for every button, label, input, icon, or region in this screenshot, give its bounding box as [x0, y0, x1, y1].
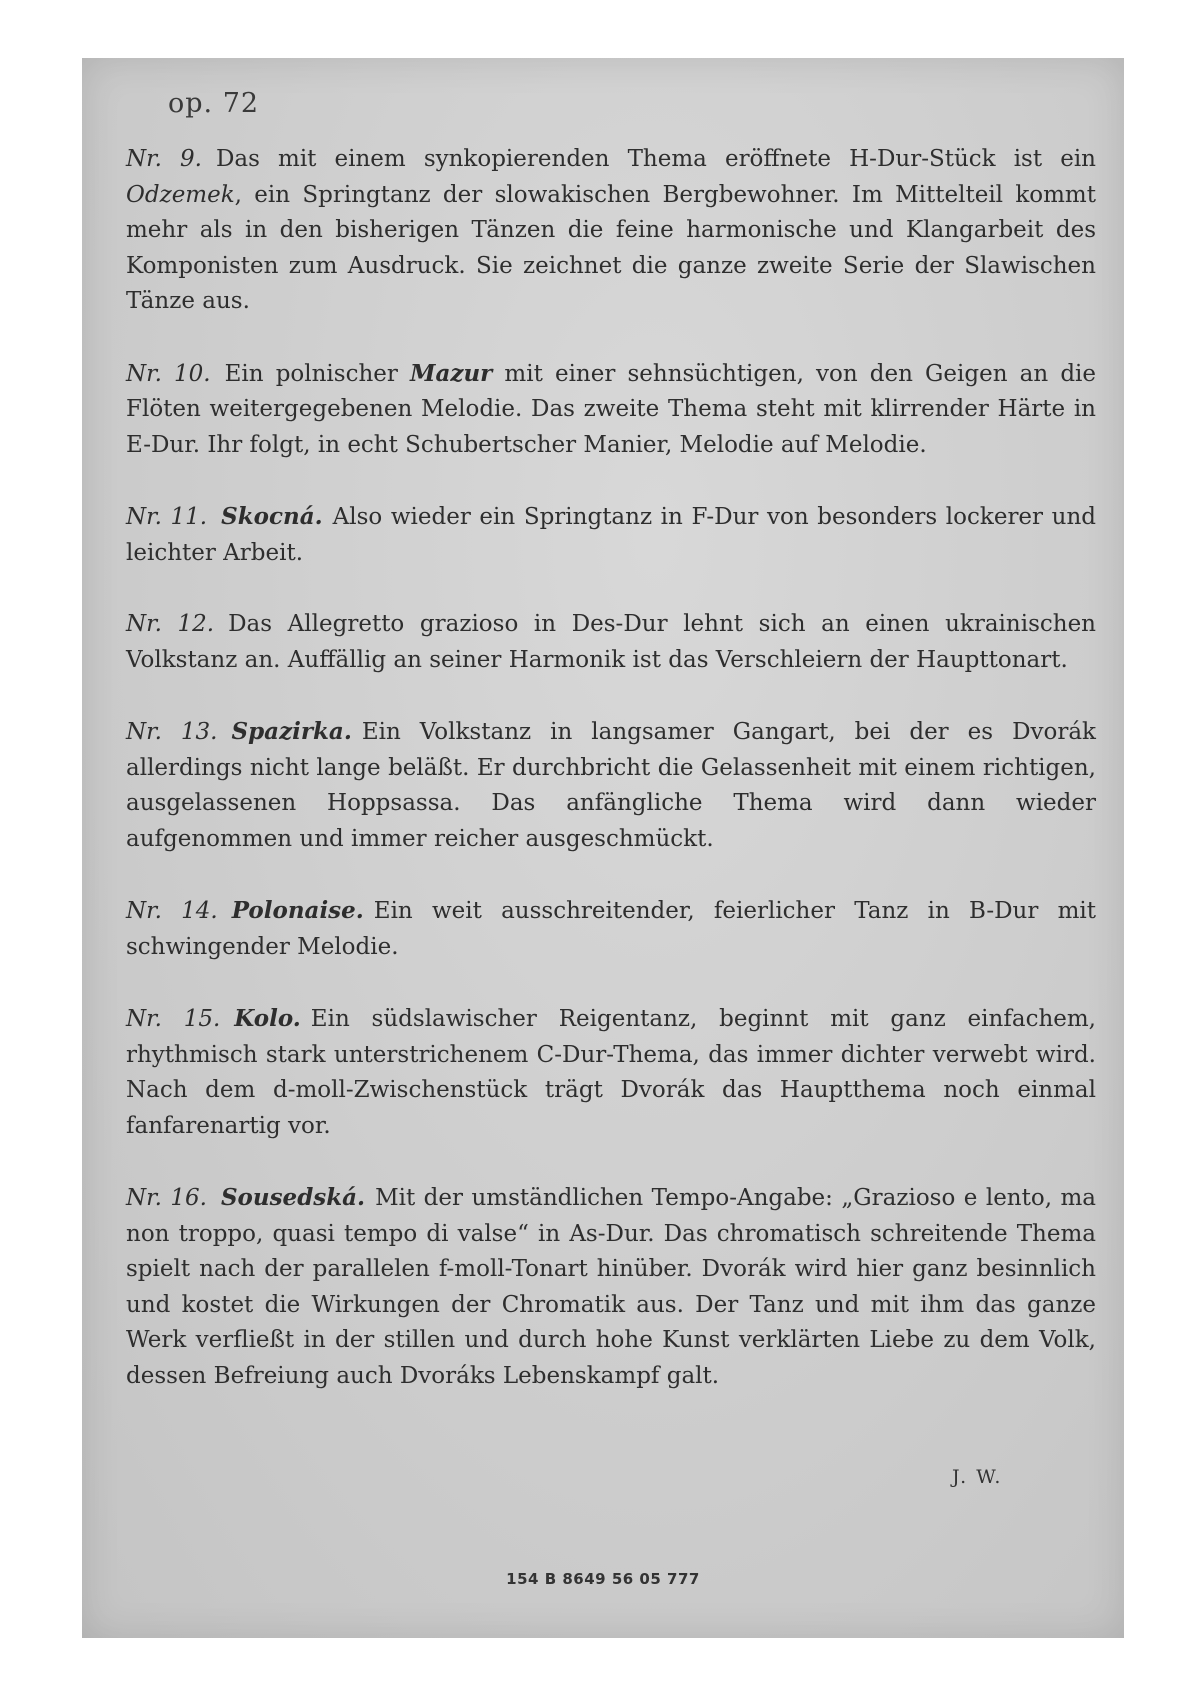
paragraph-nr-9 [126, 142, 1096, 320]
paragraph-number: Nr. 10. [126, 360, 211, 387]
dance-title: Sousedská. [220, 1184, 366, 1211]
paragraph-nr-14 [126, 893, 1096, 965]
dance-title: Skocná. [221, 503, 323, 530]
paragraph-text: Ein weit ausschreitender, feierlicher Tanz in B-Dur mit schwingender Melodie. [126, 898, 1097, 960]
paragraph-text: Ein Volkstanz in langsamer Gangart, bei der es Dvorák allerdings nicht lange beläßt. Er durchbricht die Gelassenheit mit einem richtigen, ausgelassenen Hoppsassa. Das anfängliche Thema wird dann wieder aufgenommen und immer reicher ausgeschmückt. [126, 719, 1096, 852]
dance-title: Polonaise. [231, 897, 364, 924]
paragraph-text-after: , ein Springtanz der slowakischen Bergbewohner. Im Mittelteil kommt mehr als in den bisherigen Tänzen die feine harmonische und Klangarbeit des Komponisten zum Ausdruck. Sie zeichnet die ganze zweite Serie der Slawischen Tänze aus. [126, 181, 1096, 314]
paragraph-text-after: mit einer sehnsüchtigen, von den Geigen an die Flöten weitergegebenen Melodie. Das zweite Thema steht mit klirrender Härte in E-Dur. Ihr folgt, in echt Schubertscher Manier, Melodie auf Melodie. [126, 360, 1097, 458]
paragraph-nr-13 [126, 714, 1096, 857]
text-body [126, 142, 1096, 1430]
paragraph-nr-11 [126, 499, 1096, 571]
paragraph-number: Nr. 16. [126, 1185, 207, 1211]
paragraph-text: Also wieder ein Springtanz in F-Dur von besonders lockerer und leichter Arbeit. [126, 504, 1096, 566]
dance-title: Kolo. [234, 1005, 301, 1032]
paragraph-text: Mit der umständlichen Tempo-Angabe: „Grazioso e lento, ma non troppo, quasi tempo di valse“ in As-Dur. Das chromatisch schreitende Thema spielt nach der parallelen f-moll-Tonart hinüber. Dvorák wird hier ganz besinnlich und kostet die Wirkungen der Chromatik aus. Der Tanz und mit ihm das ganze Werk verfließt in der stillen und durch hohe Kunst verklärten Liebe zu dem Volk, dessen Befreiung auch Dvoráks Lebenskampf galt. [126, 1185, 1096, 1389]
paragraph-number: Nr. 12. [126, 611, 215, 637]
document-page [82, 58, 1124, 1638]
author-signature: J. W. [952, 1466, 1003, 1488]
print-code: 154 B 8649 56 05 777 [506, 1570, 700, 1588]
paragraph-nr-12 [126, 607, 1096, 678]
paragraph-number: Nr. 15. [126, 1006, 221, 1032]
paragraph-text: Das Allegretto grazioso in Des-Dur lehnt sich an einen ukrainischen Volkstanz an. Auffällig an seiner Harmonik ist das Verschleiern der Haupttonart. [126, 611, 1096, 673]
paragraph-text-before: Das mit einem synkopierenden Thema eröffnete H-Dur-Stück ist ein [215, 146, 1096, 172]
dance-name-emphasis: Mazur [410, 359, 493, 387]
paragraph-number: Nr. 11. [126, 504, 208, 530]
paragraph-number: Nr. 14. [126, 898, 218, 924]
paragraph-nr-10 [126, 356, 1096, 464]
paragraph-nr-16 [126, 1180, 1096, 1394]
paragraph-nr-15 [126, 1001, 1096, 1144]
dance-name-emphasis: Odzemek [126, 181, 235, 208]
paragraph-number: Nr. 9. [126, 146, 202, 172]
opus-number: op. 72 [168, 88, 260, 119]
paragraph-text-before: Ein polnischer [224, 360, 411, 387]
paragraph-text: Ein südslawischer Reigentanz, beginnt mit ganz einfachem, rhythmisch stark unterstrichenem C-Dur-Thema, das immer dichter verwebt wird. Nach dem d-moll-Zwischenstück trägt Dvorák das Hauptthema noch einmal fanfarenartig vor. [126, 1006, 1096, 1139]
dance-title: Spazirka. [231, 718, 352, 745]
paragraph-number: Nr. 13. [126, 719, 218, 745]
